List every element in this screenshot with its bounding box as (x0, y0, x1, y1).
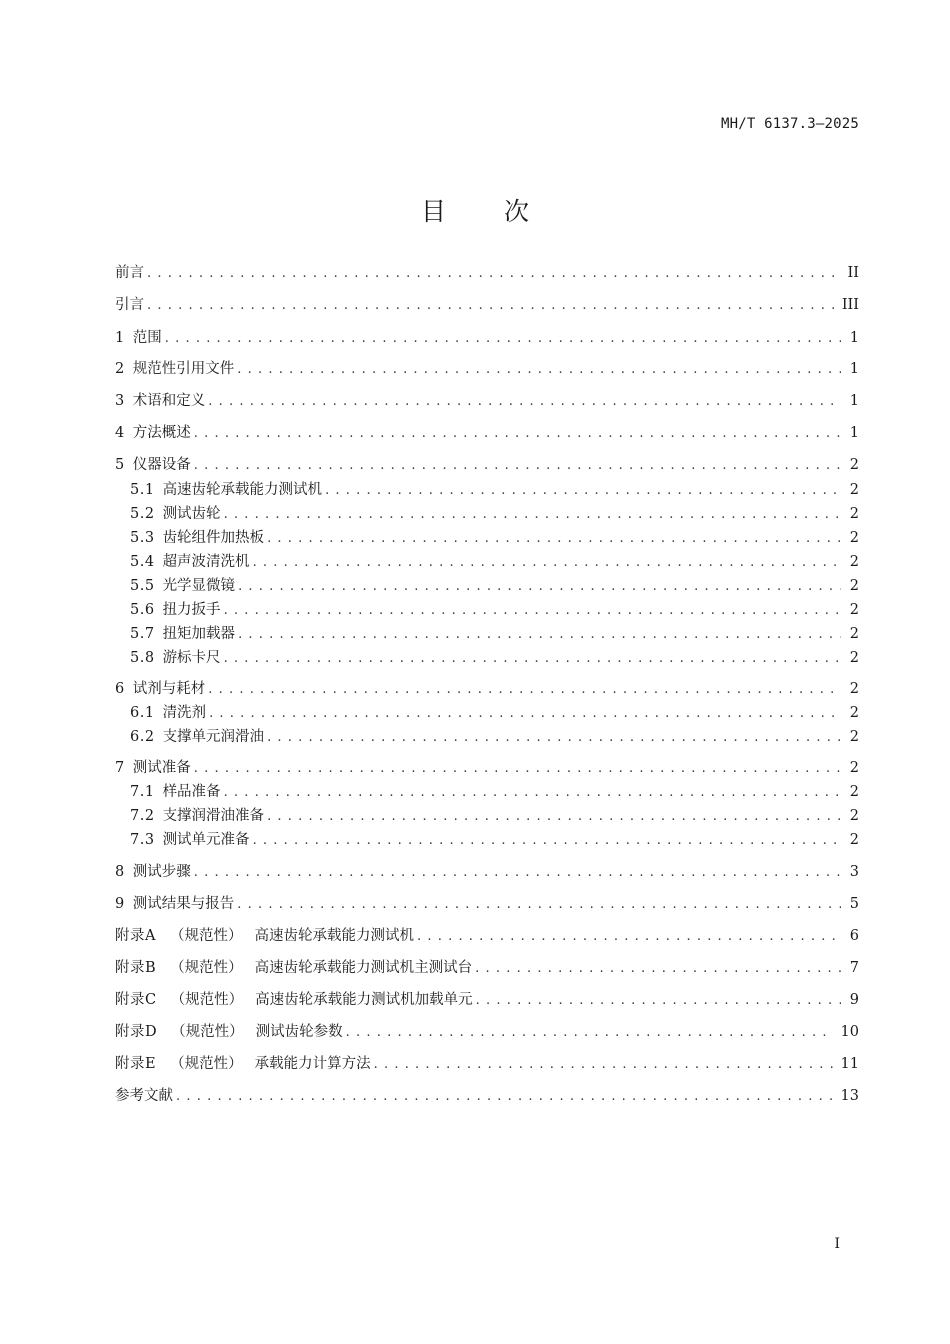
toc-entry-title: 高速齿轮承载能力测试机加载单元 (255, 992, 473, 1008)
toc-entry[interactable] (115, 958, 859, 978)
toc-entry-label (115, 758, 194, 778)
toc-entry-page: 7 (849, 960, 859, 976)
toc-entry-title: 术语和定义 (132, 393, 206, 409)
toc-entry[interactable] (115, 263, 859, 283)
toc-entry-page: 5 (849, 896, 859, 912)
toc-entry-page: 2 (849, 832, 859, 848)
toc-entry-title: 规范性引用文件 (132, 361, 235, 377)
toc-dot-leader (253, 830, 841, 850)
toc-entry-label (115, 1054, 374, 1074)
toc-entry-title: 仪器设备 (132, 457, 191, 473)
toc-entry-label (130, 576, 238, 596)
toc-entry[interactable] (130, 648, 859, 668)
toc-entry-page: III (841, 297, 859, 313)
toc-entry-number: 6 (115, 681, 125, 697)
toc-dot-leader (325, 480, 841, 500)
toc-entry-number: 附录D (115, 1024, 158, 1040)
toc-entry-number: 5.3 (130, 530, 155, 546)
toc-entry-title: 测试齿轮 (162, 506, 221, 522)
toc-entry-label (115, 263, 147, 283)
toc-entry-number: 7.1 (130, 784, 155, 800)
toc-entry[interactable] (115, 990, 859, 1010)
toc-entry[interactable] (115, 1086, 859, 1106)
toc-entry-title: 参考文献 (115, 1088, 173, 1104)
toc-dot-leader (238, 576, 841, 596)
toc-entry[interactable] (130, 727, 859, 747)
toc-dot-leader (208, 679, 841, 699)
toc-entry-label (130, 504, 224, 524)
toc-entry-category: （规范性） (171, 1024, 244, 1040)
toc-dot-leader (224, 782, 841, 802)
toc-entry-title: 游标卡尺 (162, 650, 221, 666)
toc-entry-number: 附录E (115, 1056, 157, 1072)
toc-entry-page: 2 (849, 602, 859, 618)
toc-dot-leader (346, 1022, 833, 1042)
toc-entry-label (115, 894, 237, 914)
toc-entry-label (115, 1022, 346, 1042)
toc-dot-leader (208, 391, 841, 411)
toc-dot-leader (147, 295, 834, 315)
toc-entry-page: 2 (849, 530, 859, 546)
toc-entry-category: （规范性） (170, 1056, 243, 1072)
toc-entry-number: 5.5 (130, 578, 155, 594)
toc-dot-leader (253, 552, 841, 572)
toc-entry[interactable] (115, 926, 859, 946)
toc-entry-page: 2 (849, 482, 859, 498)
toc-entry-label (115, 423, 194, 443)
toc-entry-label (115, 391, 208, 411)
toc-dot-leader (267, 727, 841, 747)
toc-entry[interactable] (115, 295, 859, 315)
toc-entry-category: （规范性） (169, 928, 243, 944)
toc-entry-page: 13 (840, 1088, 859, 1104)
toc-entry-title: 前言 (115, 265, 144, 281)
toc-entry-label (115, 359, 237, 379)
toc-entry-title: 高速齿轮承载能力测试机 (254, 928, 414, 944)
toc-entry-number: 附录C (115, 992, 157, 1008)
toc-entry[interactable] (130, 703, 859, 723)
toc-entry-number: 5.2 (130, 506, 155, 522)
toc-entry-page: 1 (849, 361, 859, 377)
toc-entry-page: 2 (849, 784, 859, 800)
toc-entry-page: 2 (849, 808, 859, 824)
toc-entry-page: 6 (849, 928, 859, 944)
toc-entry-page: 2 (849, 650, 859, 666)
toc-entry-title: 支撑单元润滑油 (162, 729, 265, 745)
toc-entry[interactable] (130, 600, 859, 620)
toc-entry-title: 高速齿轮承载能力测试机主测试台 (254, 960, 473, 976)
toc-dot-leader (476, 990, 841, 1010)
toc-entry[interactable] (130, 830, 859, 850)
toc-dot-leader (224, 600, 841, 620)
toc-dot-leader (194, 455, 841, 475)
toc-entry[interactable] (115, 455, 859, 475)
toc-dot-leader (417, 926, 841, 946)
toc-entry-label (115, 295, 147, 315)
toc-entry-label (130, 600, 224, 620)
toc-entry-page: 10 (840, 1024, 859, 1040)
page-number: I (834, 1236, 840, 1252)
toc-entry[interactable] (115, 862, 859, 882)
toc-entry-label (115, 328, 165, 348)
toc-entry-label (115, 679, 208, 699)
toc-entry[interactable] (115, 1022, 859, 1042)
toc-entry-number: 1 (115, 330, 125, 346)
toc-entry-number: 5 (115, 457, 125, 473)
toc-entry-page: 2 (849, 760, 859, 776)
toc-entry-page: 1 (849, 425, 859, 441)
toc-entry-label (115, 862, 194, 882)
toc-dot-leader (209, 703, 841, 723)
toc-entry-label (130, 480, 325, 500)
toc-entry-page: 2 (849, 681, 859, 697)
toc-dot-leader (267, 528, 841, 548)
toc-entry-label (130, 830, 253, 850)
toc-entry-label (130, 552, 253, 572)
toc-entry[interactable] (130, 624, 859, 644)
toc-entry[interactable] (115, 328, 859, 348)
toc-entry-number: 5.4 (130, 554, 155, 570)
toc-dot-leader (194, 862, 841, 882)
toc-entry-label (130, 727, 267, 747)
toc-entry-title: 清洗剂 (162, 705, 207, 721)
toc-dot-leader (176, 1086, 833, 1106)
toc-dot-leader (237, 359, 841, 379)
toc-entry-label (115, 958, 475, 978)
toc-entry-category: （规范性） (170, 992, 244, 1008)
toc-dot-leader (374, 1054, 833, 1074)
toc-dot-leader (238, 624, 841, 644)
toc-entry-number: 7 (115, 760, 125, 776)
toc-entry-title: 测试步骤 (132, 864, 191, 880)
toc-entry-number: 3 (115, 393, 125, 409)
toc-entry-number: 7.2 (130, 808, 155, 824)
document-code: MH/T 6137.3—2025 (720, 116, 859, 132)
toc-entry-title: 测试单元准备 (162, 832, 250, 848)
toc-entry-page: 2 (849, 626, 859, 642)
toc-entry-title: 光学显微镜 (162, 578, 236, 594)
toc-dot-leader (165, 328, 841, 348)
toc-entry-page: 9 (849, 992, 859, 1008)
toc-entry-number: 5.8 (130, 650, 155, 666)
toc-entry[interactable] (130, 528, 859, 548)
toc-entry-number: 4 (115, 425, 125, 441)
table-of-contents (115, 0, 859, 1344)
toc-entry-number: 附录A (115, 928, 156, 944)
toc-entry-number: 2 (115, 361, 125, 377)
toc-entry-category: （规范性） (170, 960, 243, 976)
toc-entry-label (130, 624, 238, 644)
toc-entry-label (115, 926, 417, 946)
toc-entry-title: 扭矩加载器 (162, 626, 236, 642)
toc-entry-number: 7.3 (130, 832, 155, 848)
toc-entry[interactable] (115, 423, 859, 443)
toc-entry-page: 2 (849, 554, 859, 570)
toc-entry-label (130, 806, 267, 826)
toc-dot-leader (194, 423, 841, 443)
toc-entry-number: 8 (115, 864, 125, 880)
toc-entry-page: 1 (849, 393, 859, 409)
toc-dot-leader (147, 263, 840, 283)
toc-entry-number: 5.7 (130, 626, 155, 642)
toc-entry-title: 扭力扳手 (162, 602, 221, 618)
toc-entry[interactable] (115, 679, 859, 699)
toc-entry-number: 6.2 (130, 729, 155, 745)
toc-entry-title: 承载能力计算方法 (254, 1056, 371, 1072)
toc-entry[interactable] (130, 552, 859, 572)
toc-entry-page: 2 (849, 457, 859, 473)
toc-entry-number: 5.6 (130, 602, 155, 618)
toc-entry-label (115, 1086, 176, 1106)
toc-dot-leader (475, 958, 841, 978)
toc-entry[interactable] (130, 782, 859, 802)
toc-entry-title: 引言 (115, 297, 144, 313)
toc-dot-leader (224, 648, 841, 668)
toc-entry[interactable] (115, 359, 859, 379)
toc-entry[interactable] (115, 894, 859, 914)
toc-entry-label (115, 455, 194, 475)
toc-entry-title: 测试齿轮参数 (255, 1024, 343, 1040)
toc-entry-title: 方法概述 (132, 425, 191, 441)
toc-entry[interactable] (130, 480, 859, 500)
toc-entry[interactable] (115, 391, 859, 411)
toc-entry-page: 2 (849, 729, 859, 745)
toc-entry-page: 11 (840, 1056, 859, 1072)
toc-entry[interactable] (130, 806, 859, 826)
toc-entry-page: 2 (849, 506, 859, 522)
toc-entry-page: II (847, 265, 859, 281)
toc-entry-number: 6.1 (130, 705, 155, 721)
toc-entry-page: 1 (849, 330, 859, 346)
toc-entry[interactable] (130, 504, 859, 524)
toc-entry[interactable] (115, 758, 859, 778)
toc-entry-page: 2 (849, 705, 859, 721)
toc-dot-leader (194, 758, 841, 778)
toc-entry-title: 测试结果与报告 (132, 896, 235, 912)
toc-entry[interactable] (130, 576, 859, 596)
toc-entry-number: 9 (115, 896, 125, 912)
toc-dot-leader (237, 894, 841, 914)
toc-entry-label (130, 782, 224, 802)
toc-dot-leader (224, 504, 841, 524)
toc-entry-page: 3 (849, 864, 859, 880)
toc-entry-label (115, 990, 476, 1010)
toc-entry-title: 范围 (132, 330, 162, 346)
toc-entry-number: 附录B (115, 960, 157, 976)
toc-entry-title: 支撑润滑油准备 (162, 808, 265, 824)
toc-entry-title: 齿轮组件加热板 (162, 530, 265, 546)
toc-dot-leader (267, 806, 841, 826)
toc-entry-label (130, 648, 224, 668)
toc-entry-label (130, 703, 209, 723)
toc-entry-title: 测试准备 (132, 760, 191, 776)
toc-entry-label (130, 528, 267, 548)
toc-entry-number: 5.1 (130, 482, 155, 498)
toc-entry-title: 高速齿轮承载能力测试机 (162, 482, 323, 498)
toc-entry-title: 样品准备 (162, 784, 221, 800)
toc-entry-title: 试剂与耗材 (132, 681, 206, 697)
toc-entry-title: 超声波清洗机 (162, 554, 250, 570)
toc-title: 目次 (420, 197, 587, 226)
toc-entry-page: 2 (849, 578, 859, 594)
toc-entry[interactable] (115, 1054, 859, 1074)
